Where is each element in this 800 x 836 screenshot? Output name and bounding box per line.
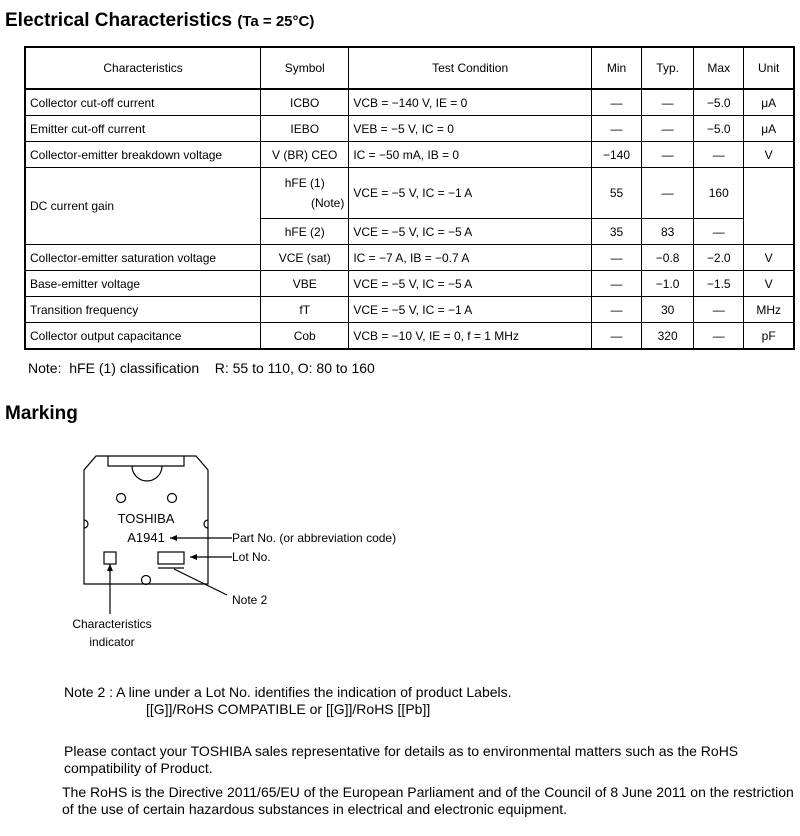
cell-char: Base-emitter voltage bbox=[25, 271, 261, 297]
note-prefix: Note: bbox=[28, 360, 62, 376]
cell-cond: VCE = −5 V, IC = −1 A bbox=[349, 168, 592, 219]
lot-no-box bbox=[158, 552, 184, 564]
marking-diagram bbox=[60, 450, 440, 660]
part-text: A1941 bbox=[127, 530, 165, 545]
cell-cond: VEB = −5 V, IC = 0 bbox=[349, 116, 592, 142]
table-row bbox=[25, 271, 794, 297]
cell-char: Collector cut-off current bbox=[25, 89, 261, 116]
contact-paragraph: Please contact your TOSHIBA sales representative for details as to environmental matters such as the RoHS compatibility of Product. bbox=[64, 743, 739, 776]
cell-max: 160 bbox=[694, 168, 744, 219]
note2-line2: [[G]]/RoHS COMPATIBLE or [[G]]/RoHS [[Pb]] bbox=[146, 701, 431, 717]
section-title-main: Electrical Characteristics bbox=[5, 10, 233, 31]
cell-min: 55 bbox=[591, 168, 641, 219]
cell-cond: VCB = −140 V, IE = 0 bbox=[349, 89, 592, 116]
table-header-row bbox=[25, 47, 794, 89]
cell-max: −5.0 bbox=[694, 116, 744, 142]
cell-min: — bbox=[591, 116, 641, 142]
cell-typ: 30 bbox=[642, 297, 694, 323]
table-row bbox=[25, 142, 794, 168]
cell-symbol: IEBO bbox=[261, 116, 349, 142]
cell-unit: μA bbox=[744, 89, 794, 116]
cell-unit: V bbox=[744, 142, 794, 168]
cell-char: Collector-emitter breakdown voltage bbox=[25, 142, 261, 168]
characteristics-label: Characteristics bbox=[72, 617, 152, 631]
cell-cond: VCE = −5 V, IC = −5 A bbox=[349, 271, 592, 297]
cell-max: −2.0 bbox=[694, 245, 744, 271]
symbol-main: hFE (1) bbox=[284, 176, 325, 190]
temperature-condition: (Ta = 25°C) bbox=[237, 13, 315, 30]
cell-typ: −0.8 bbox=[642, 245, 694, 271]
cell-max: — bbox=[694, 297, 744, 323]
table-row bbox=[25, 245, 794, 271]
cell-min: 35 bbox=[591, 219, 641, 245]
cell-min: — bbox=[591, 323, 641, 350]
cell-unit: pF bbox=[744, 323, 794, 350]
table-row bbox=[25, 116, 794, 142]
cell-char: DC current gain bbox=[25, 168, 261, 245]
characteristics-indicator-box bbox=[104, 552, 116, 564]
cell-char: Collector output capacitance bbox=[25, 323, 261, 350]
cell-char: Collector-emitter saturation voltage bbox=[25, 245, 261, 271]
part-no-label: Part No. (or abbreviation code) bbox=[232, 531, 397, 545]
package-tab bbox=[108, 456, 184, 466]
cell-symbol: VCE (sat) bbox=[261, 245, 349, 271]
cell-typ: — bbox=[642, 116, 694, 142]
cell-min: — bbox=[591, 271, 641, 297]
cell-symbol: fT bbox=[261, 297, 349, 323]
cell-symbol: ICBO bbox=[261, 89, 349, 116]
symbol-note: (Note) bbox=[310, 196, 345, 210]
classification-note bbox=[28, 360, 375, 376]
lot-no-label: Lot No. bbox=[232, 550, 271, 564]
cell-cond: VCE = −5 V, IC = −1 A bbox=[349, 297, 592, 323]
note-text: hFE (1) classification bbox=[69, 360, 200, 376]
cell-typ: — bbox=[642, 168, 694, 219]
table-row bbox=[25, 323, 794, 350]
cell-unit: MHz bbox=[744, 297, 794, 323]
cell-max: −1.5 bbox=[694, 271, 744, 297]
cell-unit bbox=[744, 168, 794, 245]
header-test-condition: Test Condition bbox=[349, 47, 592, 89]
cell-max: — bbox=[694, 323, 744, 350]
table-row bbox=[25, 297, 794, 323]
note2-block bbox=[64, 684, 512, 718]
cell-char: Transition frequency bbox=[25, 297, 261, 323]
cell-unit: μA bbox=[744, 116, 794, 142]
table-row bbox=[25, 168, 794, 219]
cell-unit: V bbox=[744, 245, 794, 271]
table-row bbox=[25, 89, 794, 116]
cell-unit: V bbox=[744, 271, 794, 297]
cell-typ: — bbox=[642, 89, 694, 116]
cell-symbol: VBE bbox=[261, 271, 349, 297]
cell-typ: — bbox=[642, 142, 694, 168]
header-unit: Unit bbox=[744, 47, 794, 89]
header-symbol: Symbol bbox=[261, 47, 349, 89]
cell-min: −140 bbox=[591, 142, 641, 168]
cell-cond: IC = −7 A, IB = −0.7 A bbox=[349, 245, 592, 271]
cell-max: — bbox=[694, 142, 744, 168]
cell-max: — bbox=[694, 219, 744, 245]
note2-line1: Note 2 : A line under a Lot No. identifies the indication of product Labels. bbox=[64, 684, 512, 700]
cell-symbol: Cob bbox=[261, 323, 349, 350]
cell-typ: −1.0 bbox=[642, 271, 694, 297]
header-characteristics: Characteristics bbox=[25, 47, 261, 89]
note2-label: Note 2 bbox=[232, 593, 268, 607]
marking-title: Marking bbox=[5, 403, 78, 424]
cell-char: Emitter cut-off current bbox=[25, 116, 261, 142]
header-max: Max bbox=[694, 47, 744, 89]
section-title bbox=[5, 10, 314, 32]
rohs-paragraph: The RoHS is the Directive 2011/65/EU of the European Parliament and of the Council of 8 June 2011 on the restriction of the use of certain hazardous substances in electrical and electronic equipment. bbox=[62, 784, 794, 817]
cell-symbol: hFE (2) bbox=[261, 219, 349, 245]
cell-typ: 83 bbox=[642, 219, 694, 245]
cell-symbol: V (BR) CEO bbox=[261, 142, 349, 168]
cell-typ: 320 bbox=[642, 323, 694, 350]
brand-text: TOSHIBA bbox=[117, 511, 175, 526]
header-typ: Typ. bbox=[642, 47, 694, 89]
electrical-characteristics-table bbox=[24, 46, 795, 350]
cell-min: — bbox=[591, 245, 641, 271]
cell-min: — bbox=[591, 89, 641, 116]
indicator-label: indicator bbox=[89, 635, 135, 649]
cell-cond: VCE = −5 V, IC = −5 A bbox=[349, 219, 592, 245]
note-values: R: 55 to 110, O: 80 to 160 bbox=[214, 360, 375, 376]
cell-min: — bbox=[591, 297, 641, 323]
header-min: Min bbox=[591, 47, 641, 89]
cell-max: −5.0 bbox=[694, 89, 744, 116]
cell-symbol bbox=[261, 168, 349, 219]
cell-cond: VCB = −10 V, IE = 0, f = 1 MHz bbox=[349, 323, 592, 350]
mounting-hole bbox=[132, 466, 162, 481]
cell-cond: IC = −50 mA, IB = 0 bbox=[349, 142, 592, 168]
